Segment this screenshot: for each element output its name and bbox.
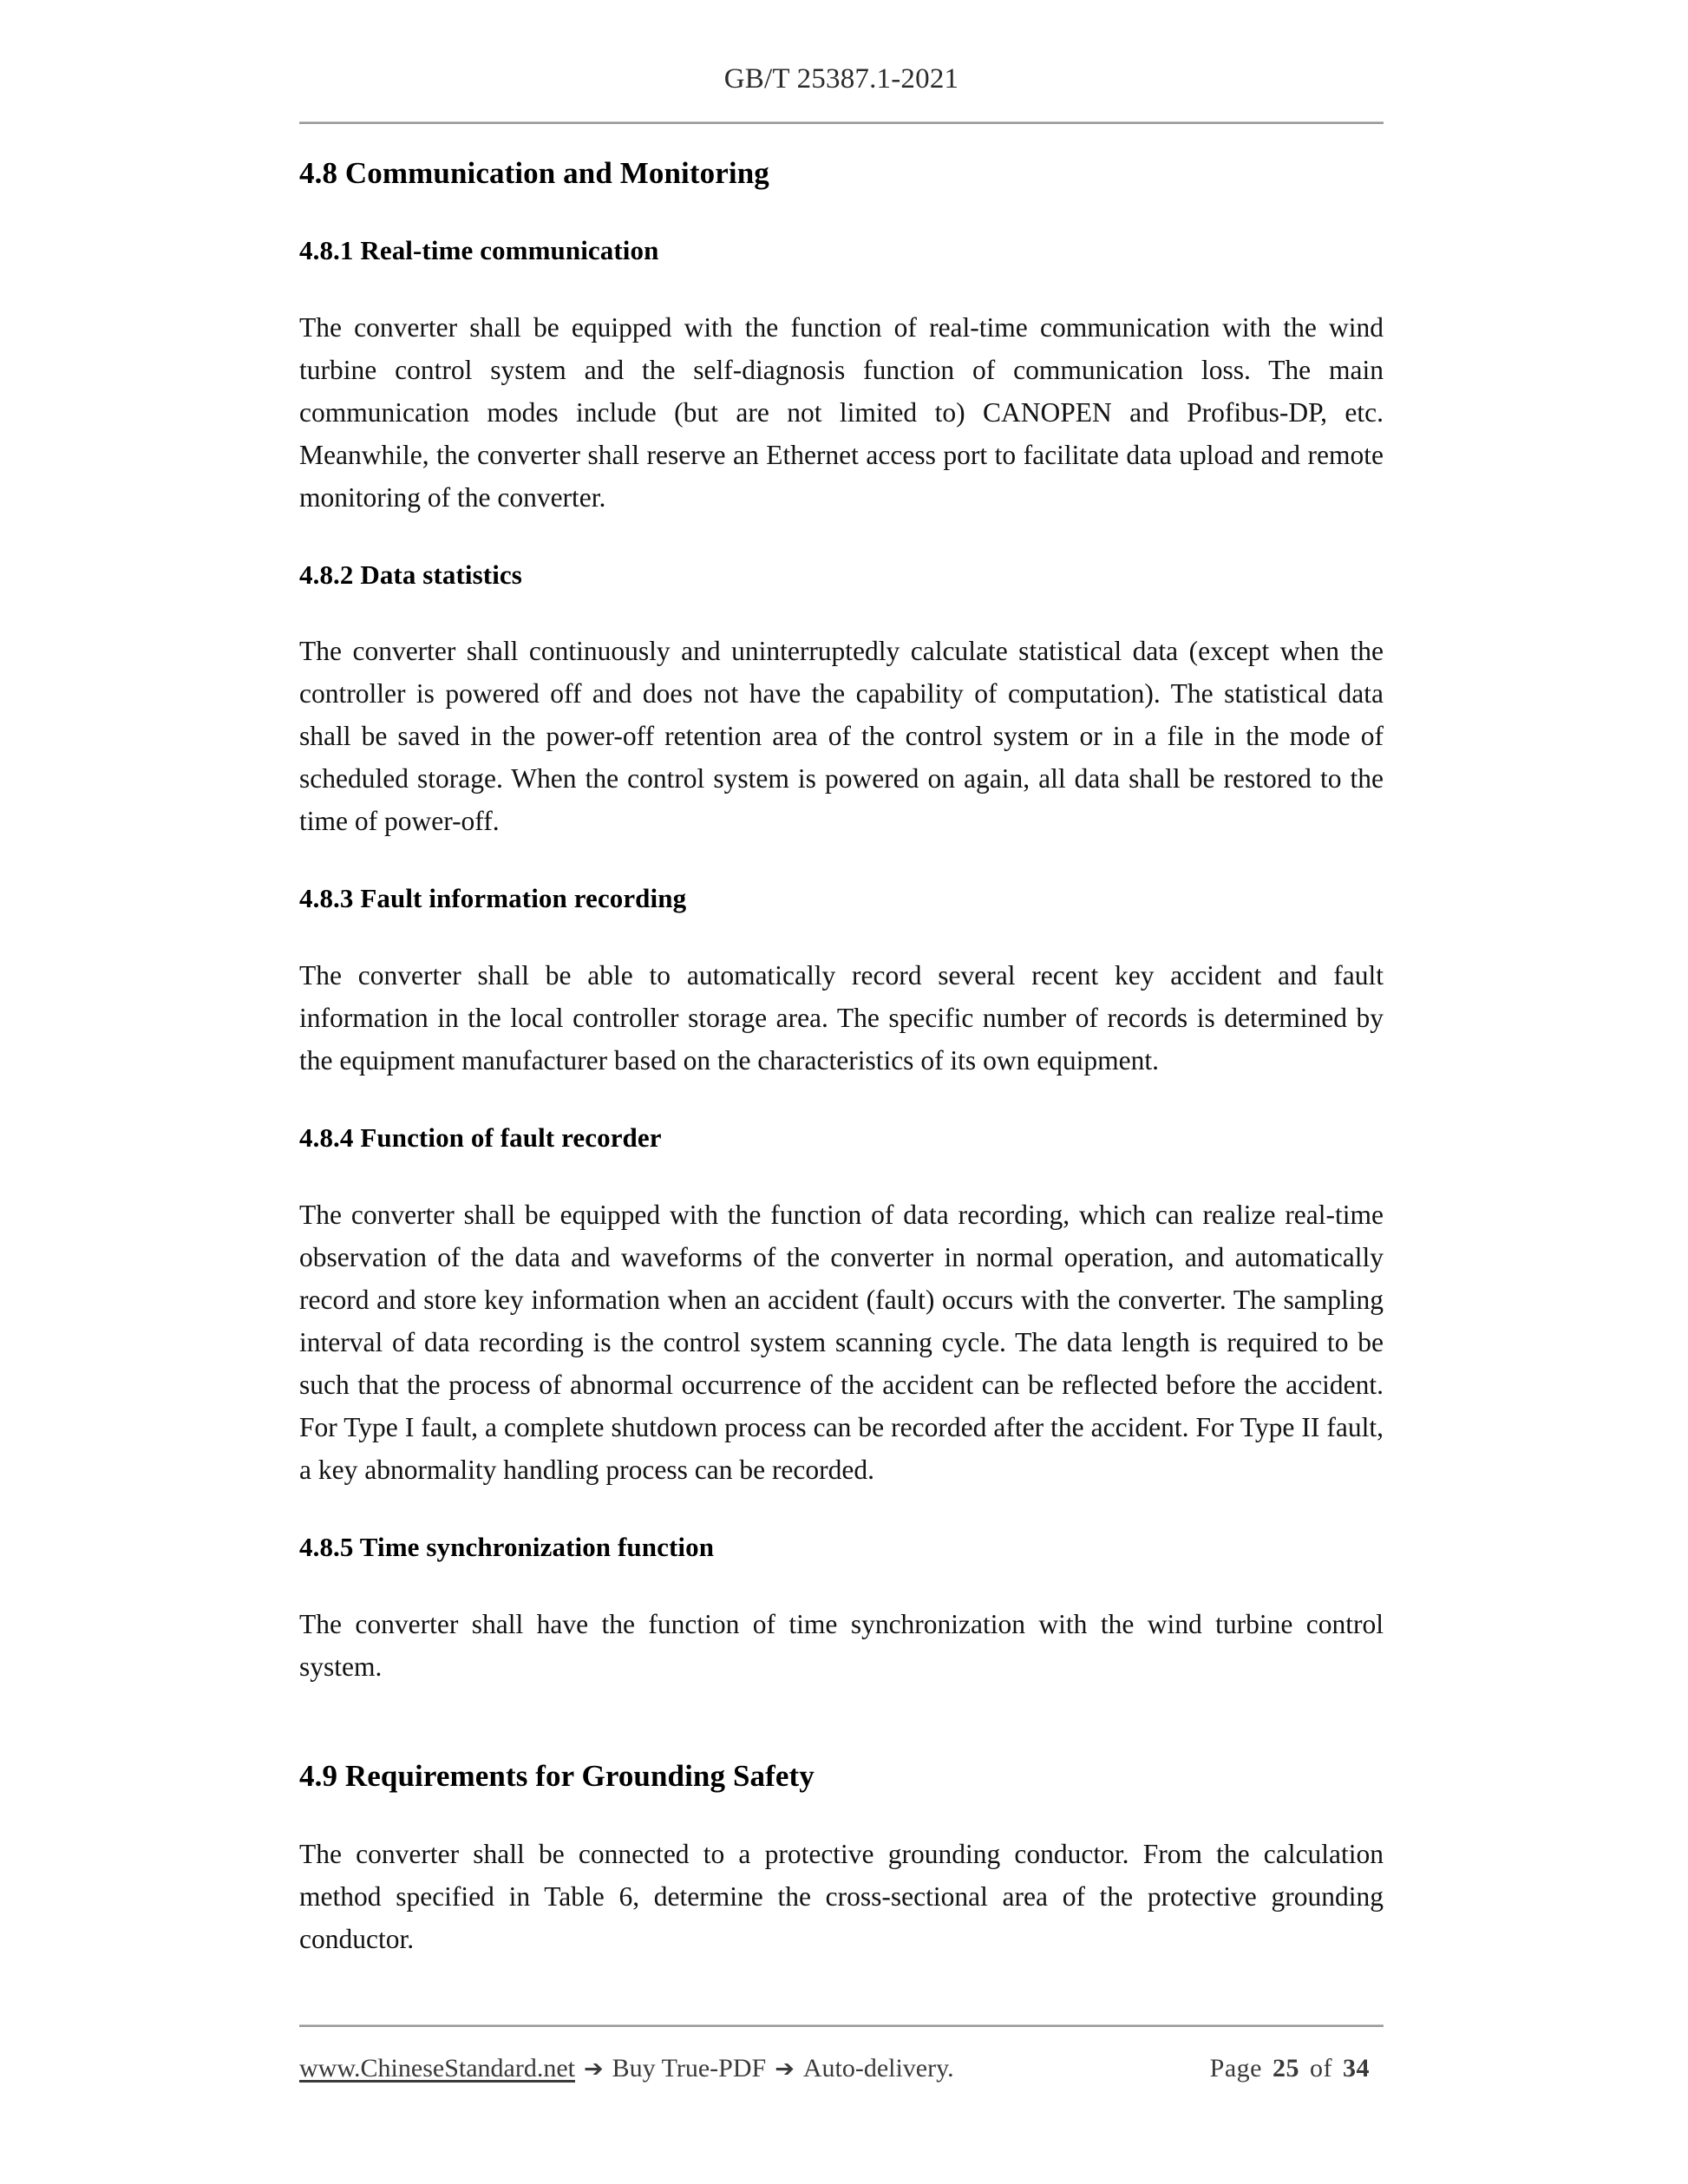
section-heading-4-8-2: 4.8.2 Data statistics xyxy=(299,559,522,590)
arrow-right-icon: ➔ xyxy=(584,2056,604,2083)
spacer xyxy=(299,268,1384,306)
page-header-standard-number: GB/T 25387.1-2021 xyxy=(723,63,959,95)
spacer xyxy=(299,842,1384,882)
paragraph-4-9: The converter shall be connected to a protective grounding conductor. From the calculation method specified in Table 6, determine the cross-sectional area of the protective grounding conductor. xyxy=(299,1839,1384,1955)
spacer xyxy=(299,1491,1384,1531)
footer-delivery-label: Auto-delivery. xyxy=(802,2054,954,2083)
footer-page-indicator xyxy=(1210,2054,1384,2083)
footer-promo-line xyxy=(299,2054,954,2083)
section-heading-4-8: 4.8 Communication and Monitoring xyxy=(299,156,769,190)
page-footer xyxy=(299,2054,1384,2083)
spacer xyxy=(299,1082,1384,1121)
footer-page-word: Page xyxy=(1209,2054,1262,2083)
paragraph-4-8-2: The converter shall continuously and uninterruptedly calculate statistical data (except when the controller is powered off and does not have the capability of computation). The statistical data shall be saved in the power-off retention area of the control system or in a file in the mode of scheduled storage. When the control system is powered on again, all data shall be restored to the time of power-off. xyxy=(299,636,1384,837)
spacer xyxy=(299,1795,1384,1833)
paragraph-4-8-1: The converter shall be equipped with the function of real-time communication with the wind turbine control system and the self-diagnosis function of communication loss. The main communication modes include (but are not limited to) CANOPEN and Profibus-DP, etc. Meanwhile, the converter shall reserve an Ethernet access port to facilitate data upload and remote monitoring of the converter. xyxy=(299,311,1384,513)
spacer xyxy=(299,592,1384,630)
spacer xyxy=(299,1688,1384,1757)
footer-website-link[interactable]: www.ChineseStandard.net xyxy=(299,2054,575,2083)
footer-divider-rule xyxy=(299,2024,1384,2027)
spacer xyxy=(299,193,1384,234)
paragraph-4-8-5: The converter shall have the function of time synchronization with the wind turbine control system. xyxy=(299,1608,1384,1682)
footer-page-number: 25 xyxy=(1273,2054,1299,2083)
section-heading-4-8-5: 4.8.5 Time synchronization function xyxy=(299,1531,715,1562)
paragraph-4-8-4: The converter shall be equipped with the function of data recording, which can realize real-time observation of the data and waveforms of the converter in normal operation, and automatically record and store key information when an accident (fault) occurs with the converter. The sampling interval of data recording is the control system scanning cycle. The data length is required to be such that the process of abnormal occurrence of the accident can be reflected before the accident. For Type I fault, a complete shutdown process can be recorded after the accident. For Type II fault, a key abnormality handling process can be recorded. xyxy=(299,1199,1384,1485)
section-heading-4-9: 4.9 Requirements for Grounding Safety xyxy=(299,1758,815,1793)
page-content-frame xyxy=(299,0,1384,2184)
section-heading-4-8-3: 4.8.3 Fault information recording xyxy=(299,883,687,914)
section-heading-4-8-4: 4.8.4 Function of fault recorder xyxy=(299,1122,662,1153)
header-divider-rule xyxy=(299,121,1384,124)
spacer xyxy=(299,519,1384,559)
spacer xyxy=(299,1565,1384,1603)
document-body xyxy=(299,154,1384,1960)
arrow-right-icon: ➔ xyxy=(775,2056,795,2083)
footer-total-pages: 34 xyxy=(1343,2054,1370,2083)
spacer xyxy=(299,1155,1384,1193)
footer-buy-label: Buy True-PDF xyxy=(612,2054,767,2083)
spacer xyxy=(299,916,1384,954)
footer-of-word: of xyxy=(1310,2054,1332,2083)
section-heading-4-8-1: 4.8.1 Real-time communication xyxy=(299,234,659,265)
paragraph-4-8-3: The converter shall be able to automatically record several recent key accident and fault information in the local controller storage area. The specific number of records is determined by the equipment manufacturer based on the characteristics of its own equipment. xyxy=(299,960,1384,1076)
